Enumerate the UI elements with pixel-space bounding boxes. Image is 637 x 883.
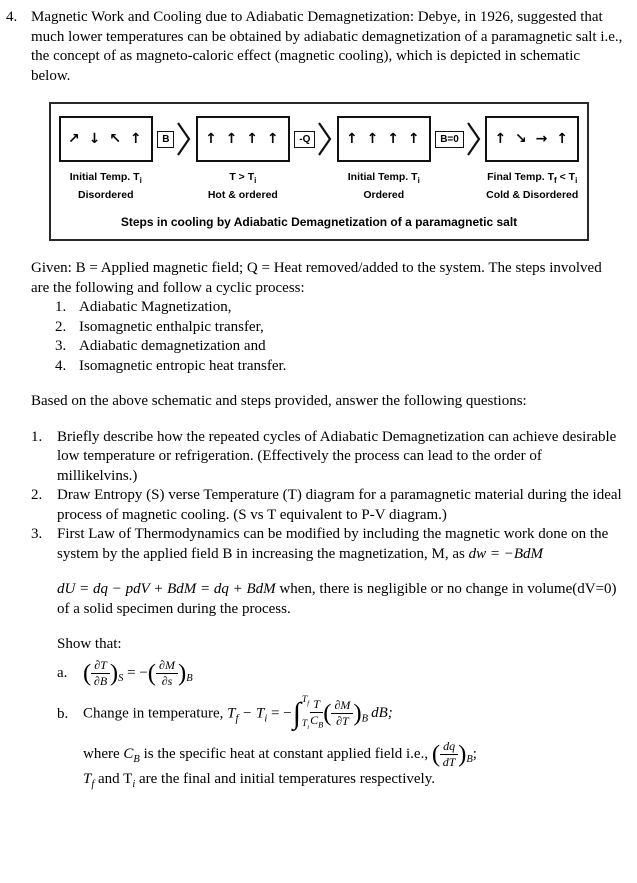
stage-temp-label: $T > T_i$	[229, 171, 257, 186]
flow-chevron-icon	[176, 120, 191, 158]
question-2: 2. Draw Entropy (S) verse Temperature (T) diagram for a paramagnetic material during the ideal process of magnetic cooling. (S vs T equivalent to P-V diagram.)	[31, 487, 622, 523]
formula-a: a. ( $\frac{\partial T}{\partial B}$ )$_S$ = −( $\frac{\partial M}{\partial s}$ )$_B$	[57, 657, 193, 688]
intro-paragraph: Magnetic Work and Cooling due to Adiabatic Demagnetization: Debye, in 1926, suggested that much lower temperatures can be obtained by adiabatic demagnetization of a paramagnetic salt i.e., the concept of as magneto-caloric effect (magnetic cooling), which is depicted in schematic below.	[31, 9, 623, 84]
field-badge-b: B	[157, 131, 174, 148]
partial-fraction: $\frac{\partial T}{\partial B}$	[91, 659, 110, 688]
question-3-body: First Law of Thermodynamics can be modified by including the magnetic work done on the system by the applied field B in increasing the magnetization, M, as dw = −BdM dU = dq − pdV + BdM = dq + BdM when, there is negligible or no change in volume(dV=0) of a solid specimen during the process. Show that: a. ( $\frac{\partial T}{\partial B}$ )$_S$ = −( $\frac{\partial M}{\partial s}$ )$_B$ b. Change in temperature, $T_f - T_i$ = − ∫ $T_f$ $T_i$ $\frac{T}{C_B}$ ( $\frac{\partial M}{\partial T}$ )$_B$ dB; where $C_B$ is the specific heat at constant applied field i.e., ( $\frac{dq}{dT}$ )$_B$; $T_f$ and $T_i$ are the final and initial temperatures respectively.	[57, 525, 623, 792]
heat-badge-q: -Q	[294, 131, 315, 148]
connector-heat-removal	[293, 116, 333, 162]
first-law-equation: dU = dq − pdV + BdM = dq + BdM when, there is negligible or no change in volume(dV=0) of a solid specimen during the process.	[57, 581, 617, 617]
formula-b-note-2: $T_f$ and $T_i$ are the final and initial temperatures respectively.	[83, 771, 435, 791]
stage-state-label: Disordered	[78, 189, 134, 202]
show-that-label: Show that:	[57, 636, 122, 653]
problem-body	[31, 8, 623, 793]
question-3: 3. First Law of Thermodynamics can be modified by including the magnetic work done on the system by the applied field B in increasing the magnetization, M, as dw = −BdM dU = dq − pdV + BdM = dq + BdM when, there is negligible or no change in volume(dV=0) of a solid specimen during the process. Show that: a. ( $\frac{\partial T}{\partial B}$ )$_S$ = −( $\frac{\partial M}{\partial s}$ )$_B$ b. Change in temperature, $T_f - T_i$ = − ∫ $T_f$ $T_i$ $\frac{T}{C_B}$ ( $\frac{\partial M}{\partial T}$ )$_B$ dB; where $C_B$ is the specific heat at constant applied field i.e., ( $\frac{dq}{dT}$ )$_B$; $T_f$ and $T_i$ are the final and initial temperatures respectively.	[31, 525, 623, 792]
formula-b: b. Change in temperature, $T_f - T_i$ = − ∫ $T_f$ $T_i$ $\frac{T}{C_B}$ ( $\frac{\partial M}{\partial T}$ )$_B$ dB;	[57, 694, 393, 732]
stage-state-label: Hot & ordered	[207, 189, 278, 202]
stage-final-cold	[485, 116, 579, 201]
field-badge-b-zero: B=0	[435, 131, 464, 148]
problem-number: 4.	[6, 9, 18, 25]
flow-chevron-icon	[466, 120, 481, 158]
partial-fraction: $\frac{\partial M}{\partial T}$	[331, 699, 353, 728]
schematic-figure	[49, 102, 589, 241]
partial-fraction: $\frac{\partial M}{\partial s}$	[156, 659, 178, 688]
integral-upper-limit: $T_f$	[301, 694, 310, 707]
spin-box-ordered-hot	[196, 116, 290, 162]
stage-temp-label: Initial Temp. $T_i$	[69, 171, 142, 186]
spin-box-ordered	[337, 116, 431, 162]
stage-initial-disordered	[59, 116, 153, 201]
stage-state-label: Ordered	[363, 189, 405, 202]
spin-arrows: ↑ ↑ ↑ ↑	[205, 131, 281, 147]
given-paragraph: Given: B = Applied magnetic field; Q = Heat removed/added to the system. The steps involved are the following and follow a cyclic process:	[31, 260, 602, 296]
steps-list	[55, 298, 623, 376]
spin-box-cold-disordered	[485, 116, 579, 162]
connector-magnetize	[156, 116, 192, 162]
stage-temp-label: Initial Temp. $T_i$	[347, 171, 420, 186]
schematic-row	[59, 116, 579, 201]
spin-arrows: ↗ ↓ ↖ ↑	[68, 131, 144, 147]
stage-temp-label: Final Temp. $T_f < T_i$	[487, 171, 578, 186]
schematic-caption: Steps in cooling by Adiabatic Demagnetization of a paramagnetic salt	[120, 215, 518, 230]
connector-demagnetize	[434, 116, 482, 162]
integral-lower-limit: $T_i$	[301, 719, 310, 732]
dq-dT-fraction: $\frac{dq}{dT}$	[440, 740, 458, 769]
list-item: 2. Isomagnetic enthalpic transfer,	[55, 318, 264, 335]
spin-arrows: ↑ ↑ ↑ ↑	[346, 131, 422, 147]
integral: ∫ $T_f$ $T_i$	[292, 694, 310, 732]
question-1: 1. Briefly describe how the repeated cycles of Adiabatic Demagnetization can achieve desirable low temperature or refrigeration. (Effectively the process can lead to the order of millikelvins.)	[31, 428, 617, 484]
stage-state-label: Cold & Disordered	[486, 189, 579, 202]
stage-hot-ordered	[196, 116, 290, 201]
spin-box-disordered	[59, 116, 153, 162]
list-item: 1. Adiabatic Magnetization,	[55, 299, 232, 316]
stage-initial-ordered	[337, 116, 431, 201]
list-item: 3. Adiabatic demagnetization and	[55, 338, 266, 355]
formula-b-note: where $C_B$ is the specific heat at constant applied field i.e., ( $\frac{dq}{dT}$ )$_B$;	[83, 738, 477, 770]
questions-list	[31, 428, 623, 793]
flow-chevron-icon	[317, 120, 332, 158]
based-paragraph: Based on the above schematic and steps provided, answer the following questions:	[31, 393, 527, 410]
inline-math-dw: dw = −BdM	[468, 545, 543, 562]
T-over-CB-fraction: $\frac{T}{C_B}$	[310, 697, 324, 730]
document-page	[6, 8, 623, 793]
list-item: 4. Isomagnetic entropic heat transfer.	[55, 357, 287, 374]
spin-arrows: ↑ ↘ → ↑	[494, 131, 570, 147]
